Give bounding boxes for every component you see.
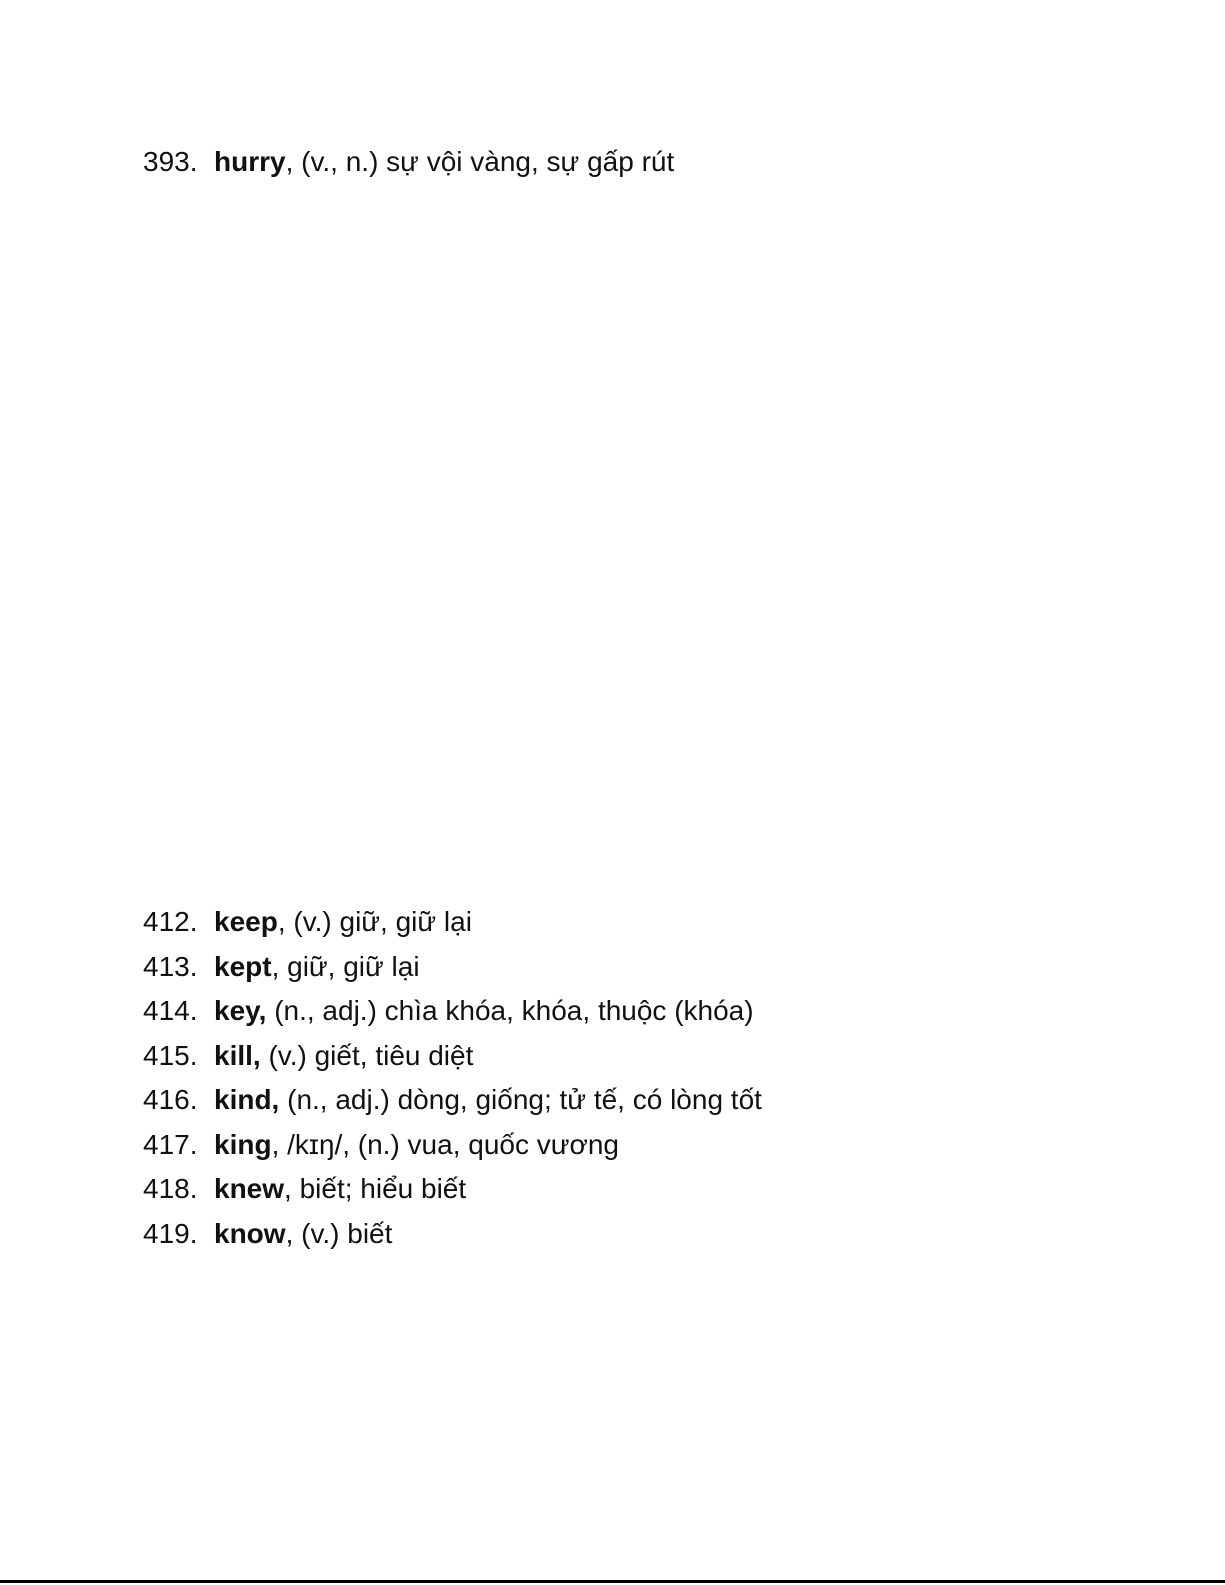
entry-definition: , (v., n.) sự vội vàng, sự gấp rút [285,146,675,177]
entry-415 [143,1036,473,1076]
entry-419 [143,1214,392,1254]
entry-definition: , (v.) giữ, giữ lại [277,906,472,937]
entry-definition: (n., adj.) dòng, giống; tử tế, có lòng tốt [279,1084,762,1115]
entry-definition: , (v.) biết [285,1218,393,1249]
entry-418 [143,1169,466,1209]
entry-word: know [214,1218,286,1249]
entry-definition: , giữ, giữ lại [271,951,420,982]
entry-definition: (n., adj.) chìa khóa, khóa, thuộc (khóa) [266,995,754,1026]
entry-word: key, [214,995,267,1026]
entry-word: knew [214,1173,285,1204]
entry-number: 419. [143,1218,198,1249]
entry-number: 418. [143,1173,198,1204]
entry-word: keep [214,906,278,937]
entry-413 [143,947,420,987]
entry-word: kill, [214,1040,261,1071]
entry-number: 417. [143,1129,198,1160]
entry-definition: (v.) giết, tiêu diệt [260,1040,474,1071]
entry-number: 414. [143,995,198,1026]
entry-417 [143,1125,619,1165]
entry-number: 416. [143,1084,198,1115]
entry-393 [143,142,674,182]
entry-number: 415. [143,1040,198,1071]
entry-416 [143,1080,762,1120]
entry-definition: , /kɪŋ/, (n.) vua, quốc vương [271,1129,620,1160]
entry-word: kind, [214,1084,280,1115]
entry-number: 413. [143,951,198,982]
entry-number: 412. [143,906,198,937]
entry-definition: , biết; hiểu biết [284,1173,467,1204]
entry-414 [143,991,754,1031]
entry-word: hurry [214,146,286,177]
entry-412 [143,902,472,942]
page-bottom-divider [0,1580,1225,1583]
entry-word: king [214,1129,272,1160]
entry-word: kept [214,951,272,982]
entry-number: 393. [143,146,198,177]
